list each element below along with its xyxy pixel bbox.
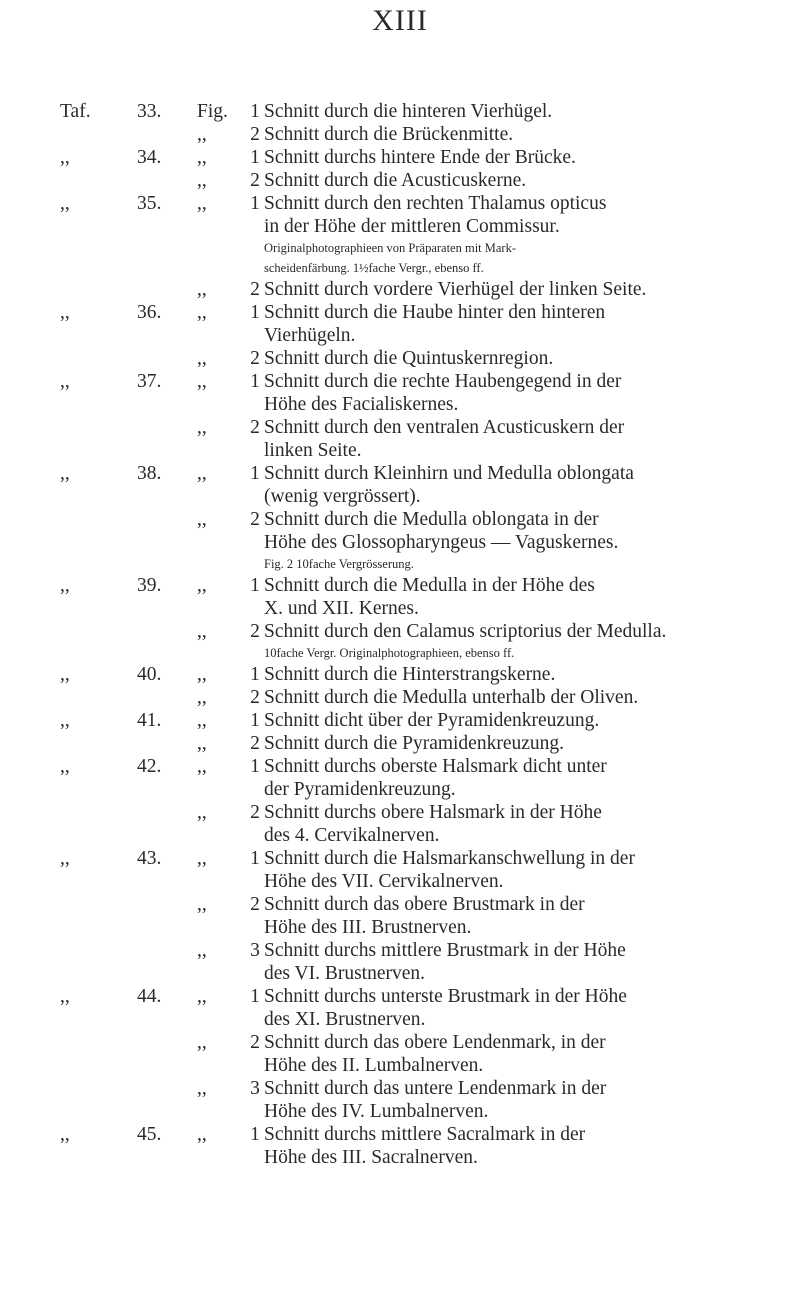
figure-label: ,, — [197, 940, 207, 961]
entry-text: Schnitt durch die rechte Haubengegend in der — [264, 371, 622, 392]
list-item — [0, 1100, 800, 1123]
list-item — [0, 916, 800, 939]
plate-number: 35. — [137, 193, 162, 214]
figure-label: ,, — [197, 348, 207, 369]
entry-text: in der Höhe der mittleren Commissur. — [264, 216, 560, 237]
entry-text: Schnitt durch das untere Lendenmark in der — [264, 1078, 607, 1099]
figure-label: ,, — [197, 986, 207, 1007]
figure-number: 1 — [250, 664, 260, 685]
plate-label: ,, — [60, 664, 70, 685]
entry-text: Schnitt durchs mittlere Brustmark in der Höhe — [264, 940, 626, 961]
figure-label: ,, — [197, 710, 207, 731]
list-item — [0, 508, 800, 531]
list-item — [0, 1123, 800, 1146]
plate-label: ,, — [60, 371, 70, 392]
plate-number: 40. — [137, 664, 162, 685]
figure-number: 2 — [250, 509, 260, 530]
plate-number: 37. — [137, 371, 162, 392]
figure-number: 1 — [250, 371, 260, 392]
list-item — [0, 169, 800, 192]
figure-label: ,, — [197, 509, 207, 530]
figure-label: ,, — [197, 802, 207, 823]
list-item — [0, 1008, 800, 1031]
entry-text: Schnitt durch die Hinterstrangskerne. — [264, 664, 556, 685]
figure-label: ,, — [197, 1078, 207, 1099]
list-item — [0, 1146, 800, 1169]
list-item — [0, 123, 800, 146]
plate-number: 38. — [137, 463, 162, 484]
plate-label: ,, — [60, 463, 70, 484]
entry-text: (wenig vergrössert). — [264, 486, 421, 507]
figure-label: ,, — [197, 733, 207, 754]
figure-label: ,, — [197, 848, 207, 869]
entry-text: Höhe des Glossopharyngeus — Vaguskernes. — [264, 532, 619, 553]
entry-text: der Pyramidenkreuzung. — [264, 779, 456, 800]
plate-number: 39. — [137, 575, 162, 596]
caption-note — [0, 238, 800, 258]
plate-number: 36. — [137, 302, 162, 323]
list-item — [0, 939, 800, 962]
figure-label: ,, — [197, 417, 207, 438]
figure-number: 1 — [250, 101, 260, 122]
plate-label: ,, — [60, 1124, 70, 1145]
caption-text: 10fache Vergr. Originalphotographieen, ebenso ff. — [264, 646, 515, 660]
figure-label: ,, — [197, 1124, 207, 1145]
plate-label: ,, — [60, 575, 70, 596]
entry-text: Schnitt durch den ventralen Acusticuskern der — [264, 417, 625, 438]
list-item — [0, 686, 800, 709]
list-item — [0, 709, 800, 732]
list-item — [0, 847, 800, 870]
entry-text: Schnitt durch die Medulla oblongata in der — [264, 509, 599, 530]
entry-text: Schnitt durch Kleinhirn und Medulla oblongata — [264, 463, 634, 484]
figure-label: ,, — [197, 1032, 207, 1053]
plate-number: 41. — [137, 710, 162, 731]
caption-note — [0, 643, 800, 663]
figure-label: ,, — [197, 302, 207, 323]
figure-label: ,, — [197, 193, 207, 214]
figure-label: ,, — [197, 687, 207, 708]
entry-text: des XI. Brustnerven. — [264, 1009, 426, 1030]
entry-text: Schnitt durch das obere Brustmark in der — [264, 894, 585, 915]
entry-text: des 4. Cervikalnerven. — [264, 825, 440, 846]
plate-label: ,, — [60, 848, 70, 869]
plate-label: ,, — [60, 302, 70, 323]
figure-number: 1 — [250, 756, 260, 777]
figure-label: ,, — [197, 124, 207, 145]
list-item — [0, 347, 800, 370]
plate-label: ,, — [60, 986, 70, 1007]
list-item — [0, 324, 800, 347]
entry-text: Schnitt durchs unterste Brustmark in der Höhe — [264, 986, 627, 1007]
list-item — [0, 215, 800, 238]
list-item — [0, 663, 800, 686]
plate-number: 43. — [137, 848, 162, 869]
figure-label: ,, — [197, 756, 207, 777]
list-item — [0, 824, 800, 847]
entry-text: Schnitt durch das obere Lendenmark, in der — [264, 1032, 606, 1053]
caption-note — [0, 554, 800, 574]
list-item — [0, 962, 800, 985]
entry-text: Schnitt durch vordere Vierhügel der linken Seite. — [264, 279, 647, 300]
plate-number: 42. — [137, 756, 162, 777]
figure-number: 2 — [250, 170, 260, 191]
plate-label: ,, — [60, 147, 70, 168]
figure-number: 2 — [250, 733, 260, 754]
caption-text: scheidenfärbung. 1½fache Vergr., ebenso ff. — [264, 261, 484, 275]
plate-label: ,, — [60, 756, 70, 777]
entry-text: Schnitt dicht über der Pyramidenkreuzung. — [264, 710, 600, 731]
figure-label: ,, — [197, 147, 207, 168]
list-item — [0, 893, 800, 916]
figure-number: 2 — [250, 279, 260, 300]
caption-text: Originalphotographieen von Präparaten mit Mark- — [264, 241, 517, 255]
page-number: XIII — [372, 4, 428, 37]
plate-number: 34. — [137, 147, 162, 168]
figure-number: 1 — [250, 463, 260, 484]
list-item — [0, 1077, 800, 1100]
figure-label: ,, — [197, 463, 207, 484]
figure-label: ,, — [197, 621, 207, 642]
list-item — [0, 1054, 800, 1077]
figure-number: 2 — [250, 894, 260, 915]
list-item — [0, 370, 800, 393]
figure-number: 3 — [250, 1078, 260, 1099]
plate-number: 45. — [137, 1124, 162, 1145]
figure-label: ,, — [197, 575, 207, 596]
figure-number: 2 — [250, 621, 260, 642]
caption-text: Fig. 2 10fache Vergrösserung. — [264, 557, 414, 571]
list-item — [0, 870, 800, 893]
entry-text: Vierhügeln. — [264, 325, 356, 346]
plate-label: ,, — [60, 710, 70, 731]
figure-number: 2 — [250, 687, 260, 708]
figure-label: ,, — [197, 894, 207, 915]
entry-text: Höhe des III. Sacralnerven. — [264, 1147, 478, 1168]
list-item — [0, 192, 800, 215]
figure-label: ,, — [197, 664, 207, 685]
list-item — [0, 439, 800, 462]
entry-text: Schnitt durch die Medulla unterhalb der Oliven. — [264, 687, 639, 708]
figure-number: 1 — [250, 302, 260, 323]
figure-number: 2 — [250, 417, 260, 438]
entry-text: Höhe des II. Lumbalnerven. — [264, 1055, 484, 1076]
entry-text: Schnitt durch die Haube hinter den hinteren — [264, 302, 606, 323]
entry-text: Schnitt durch die Quintuskernregion. — [264, 348, 554, 369]
list-item — [0, 393, 800, 416]
figure-number: 1 — [250, 575, 260, 596]
list-item — [0, 574, 800, 597]
figure-number: 2 — [250, 124, 260, 145]
figure-number: 3 — [250, 940, 260, 961]
entry-text: Schnitt durch den rechten Thalamus opticus — [264, 193, 607, 214]
list-item — [0, 301, 800, 324]
list-item — [0, 416, 800, 439]
entry-text: Höhe des III. Brustnerven. — [264, 917, 472, 938]
entry-text: Schnitt durchs obere Halsmark in der Höhe — [264, 802, 602, 823]
figure-label: Fig. — [197, 101, 228, 122]
entry-text: Schnitt durchs hintere Ende der Brücke. — [264, 147, 576, 168]
figure-number: 2 — [250, 348, 260, 369]
list-item — [0, 462, 800, 485]
entry-text: Schnitt durch die Halsmarkanschwellung in der — [264, 848, 635, 869]
plate-number: 44. — [137, 986, 162, 1007]
list-item — [0, 755, 800, 778]
figure-label: ,, — [197, 371, 207, 392]
entry-text: Schnitt durch die Brückenmitte. — [264, 124, 514, 145]
entry-text: Schnitt durchs oberste Halsmark dicht unter — [264, 756, 607, 777]
entry-text: Höhe des IV. Lumbalnerven. — [264, 1101, 489, 1122]
plate-label: Taf. — [60, 101, 91, 122]
entry-text: Höhe des VII. Cervikalnerven. — [264, 871, 504, 892]
list-item — [0, 485, 800, 508]
list-item — [0, 531, 800, 554]
entry-text: Schnitt durch die Medulla in der Höhe des — [264, 575, 595, 596]
figure-number: 1 — [250, 193, 260, 214]
figure-label: ,, — [197, 279, 207, 300]
list-item — [0, 985, 800, 1008]
plate-label: ,, — [60, 193, 70, 214]
figure-number: 1 — [250, 147, 260, 168]
list-item — [0, 100, 800, 123]
list-item — [0, 801, 800, 824]
list-item — [0, 732, 800, 755]
entry-text: Höhe des Facialiskernes. — [264, 394, 459, 415]
entry-text: Schnitt durch den Calamus scriptorius der Medulla. — [264, 621, 667, 642]
entry-text: des VI. Brustnerven. — [264, 963, 426, 984]
figure-label: ,, — [197, 170, 207, 191]
figure-number: 2 — [250, 1032, 260, 1053]
list-item — [0, 146, 800, 169]
figure-number: 1 — [250, 710, 260, 731]
figure-number: 2 — [250, 802, 260, 823]
figure-number: 1 — [250, 986, 260, 1007]
entry-text: Schnitt durch die Pyramidenkreuzung. — [264, 733, 565, 754]
entry-text: Schnitt durch die hinteren Vierhügel. — [264, 101, 553, 122]
list-item — [0, 597, 800, 620]
list-item — [0, 620, 800, 643]
list-item — [0, 778, 800, 801]
entry-text: X. und XII. Kernes. — [264, 598, 419, 619]
entry-text: Schnitt durchs mittlere Sacralmark in der — [264, 1124, 586, 1145]
list-item — [0, 278, 800, 301]
plate-list — [0, 100, 800, 1169]
entry-text: Schnitt durch die Acusticuskerne. — [264, 170, 527, 191]
plate-number: 33. — [137, 101, 162, 122]
entry-text: linken Seite. — [264, 440, 362, 461]
figure-number: 1 — [250, 1124, 260, 1145]
figure-number: 1 — [250, 848, 260, 869]
caption-note — [0, 258, 800, 278]
list-item — [0, 1031, 800, 1054]
